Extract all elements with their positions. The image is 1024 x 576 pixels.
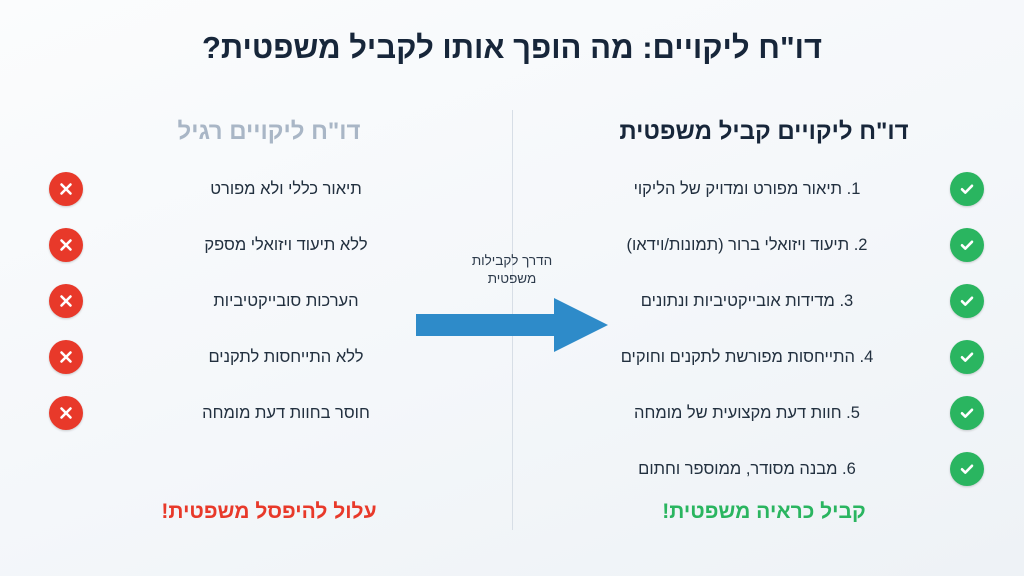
list-item — [49, 394, 489, 432]
cross-icon — [49, 228, 83, 262]
list-item-label: 1. תיאור מפורט ומדויק של הליקוי — [633, 179, 861, 198]
list-item-label: הערכות סובייקטיביות — [213, 291, 359, 310]
list-item — [544, 450, 984, 488]
column-admissible-report — [544, 118, 984, 506]
page-title: דו"ח ליקויים: מה הופך אותו לקביל משפטית? — [201, 30, 823, 65]
check-icon — [950, 228, 984, 262]
check-icon — [950, 340, 984, 374]
cross-icon — [49, 340, 83, 374]
check-icon — [950, 284, 984, 318]
list-item-label: 4. התייחסות מפורשת לתקנים וחוקים — [620, 347, 874, 366]
arrow-label-line1: הדרך לקבילות — [471, 253, 553, 268]
list-item — [544, 226, 984, 264]
list-item — [49, 170, 489, 208]
list-item-label: 5. חוות דעת מקצועית של מומחה — [634, 403, 860, 422]
list-item — [544, 282, 984, 320]
cross-icon — [49, 284, 83, 318]
footer-confirm-admissible: קביל כראיה משפטית! — [662, 500, 866, 523]
arrow-label-line2: משפטית — [487, 271, 537, 287]
blue-right-arrow — [414, 296, 610, 354]
list-item — [544, 338, 984, 376]
check-icon — [950, 396, 984, 430]
cross-icon — [49, 172, 83, 206]
cross-icon — [49, 396, 83, 430]
list-item-label: 2. תיעוד ויזואלי ברור (תמונות/וידאו) — [626, 235, 868, 254]
column-heading-regular: דו"ח ליקויים רגיל — [177, 118, 361, 145]
list-item — [544, 170, 984, 208]
list-item-label: תיאור כללי ולא מפורט — [210, 179, 362, 198]
check-icon — [950, 452, 984, 486]
column-heading-admissible: דו"ח ליקויים קביל משפטית — [619, 118, 909, 145]
list-item-label: חוסר בחוות דעת מומחה — [202, 403, 370, 422]
center-arrow-group — [414, 252, 610, 362]
list-item — [544, 394, 984, 432]
list-item-label: ללא התייחסות לתקנים — [208, 347, 364, 366]
list-item-label: 3. מדידות אובייקטיביות ונתונים — [640, 291, 854, 310]
list-item-label: 6. מבנה מסודר, ממוספר וחתום — [638, 459, 856, 478]
arrow-label — [414, 252, 610, 288]
list-item-label: ללא תיעוד ויזואלי מספק — [204, 235, 368, 254]
check-icon — [950, 172, 984, 206]
footer-warning-regular: עלול להיפסל משפטית! — [161, 500, 377, 523]
